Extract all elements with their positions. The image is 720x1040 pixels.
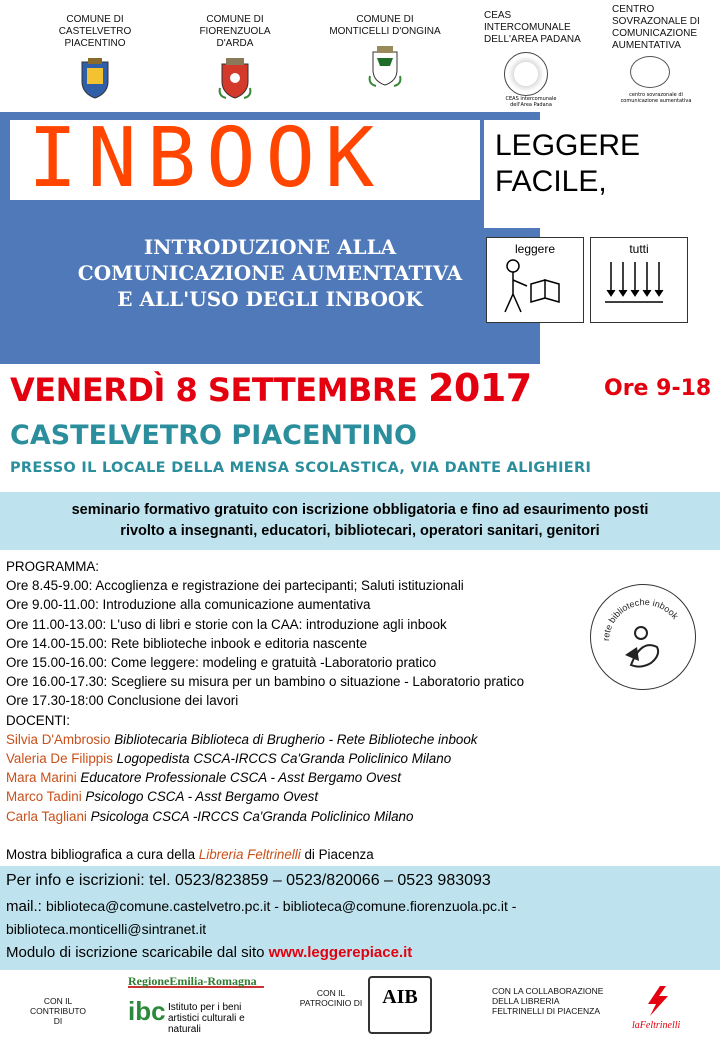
ceas-header [484,0,584,112]
org-line: CASTELVETRO PIACENTINO [58,26,132,49]
mail-line [6,898,516,915]
mail-label: mail.: [6,898,47,915]
seminar-line: rivolto a insegnanti, educatori, bibliotecari, operatori sanitari, genitori [120,523,600,539]
symbol-tutti [590,237,688,323]
event-year: 2017 [427,366,532,410]
aib-text: AIB [382,986,418,1008]
teacher-role: Logopedista CSCA-IRCCS Ca'Granda Policlinico Milano [112,751,452,767]
programme-item: Ore 15.00-16.00: Come leggere: modeling e gratuità -Laboratorio pratico [6,655,437,671]
ceas-seal [504,52,548,96]
event-city: CASTELVETRO PIACENTINO [10,420,418,451]
programme-item: Ore 17.30-18:00 Conclusione dei lavori [6,693,239,709]
teacher-name: Mara Marini [6,770,77,786]
tagline-line: LEGGERE [495,129,641,162]
org-line: CENTRO [612,4,655,15]
feltrinelli-logo-text: laFeltrinelli [632,1020,681,1031]
ibc-logo: ibc [128,996,166,1026]
event-date [10,366,532,410]
feltrinelli-icon [638,984,678,1024]
org-line: DELL'AREA PADANA [484,34,581,45]
mail-line-2[interactable]: biblioteca.monticelli@sintranet.it [6,921,207,937]
csca-header [612,0,702,112]
teacher-role: Psicologa CSCA -IRCCS Ca'Granda Policlinico Milano [86,808,414,824]
rete-badge-text: rete biblioteche inbook [600,596,681,642]
spacer [6,826,524,845]
all-arrows-icon [591,256,687,316]
org-line: INTERCOMUNALE [484,22,571,33]
fiorenzuola-crest [218,58,252,100]
exhibit-post: di Piacenza [300,846,374,862]
symbol-caption: tutti [629,242,649,256]
programme-item: Ore 8.45-9.00: Accoglienza e registrazione dei partecipanti; Saluti istituzionali [6,578,464,594]
teacher-role: Bibliotecaria Biblioteca di Brugherio - Rete Biblioteche inbook [110,731,478,747]
teacher-name: Carla Tagliani [6,808,87,824]
download-text: Modulo di iscrizione scaricabile dal sito [6,944,269,961]
aib-logo [368,976,432,1034]
monticelli-header [325,0,445,112]
fiorenzuola-header [180,0,290,112]
teacher-name: Silvia D'Ambrosio [6,731,111,747]
course-subtitle [10,234,530,312]
org-line: AUMENTATIVA [612,40,681,51]
subtitle-line: E ALL'USO DEGLI INBOOK [117,287,423,311]
programme-heading: PROGRAMMA: [6,559,99,574]
contributo-label: CON IL CONTRIBUTO DI [29,996,87,1026]
patrocinio-label: CON IL PATROCINIO DI [299,988,363,1008]
regione-logo: RegioneEmilia-Romagna [128,974,264,988]
seminar-band [0,492,720,550]
teacher-name: Marco Tadini [6,789,82,805]
org-line: COMUNE DI [66,14,124,25]
castelvetro-crest [78,58,112,100]
org-line: CEAS [484,10,512,21]
symbol-leggere [486,237,584,323]
org-line: COMUNE DI [206,14,264,25]
programme-item: Ore 14.00-15.00: Rete biblioteche inbook e editoria nascente [6,635,368,651]
teacher-row [6,749,524,768]
date-text: VENERDÌ 8 SETTEMBRE [10,371,418,409]
monticelli-crest [368,46,402,88]
org-line: SOVRAZONALE DI [612,16,700,27]
seminar-line: seminario formativo gratuito con iscrizione obbligatoria e fino ad esaurimento posti [71,502,649,518]
exhibit-note [6,845,524,864]
programme-item: Ore 16.00-17.30: Scegliere su misura per un bambino o situazione - Laboratorio pratico [6,674,525,690]
teacher-role: Psicologo CSCA - Asst Bergamo Ovest [81,789,319,805]
org-line: MONTICELLI D'ONGINA [329,26,441,37]
symbol-caption: leggere [514,242,556,256]
csca-logo [630,56,670,88]
tagline [495,128,640,200]
subtitle-line: INTRODUZIONE ALLA [143,235,397,259]
castelvetro-header [30,0,160,112]
exhibit-shop: Libreria Feltrinelli [198,846,301,862]
subtitle-line: COMUNICAZIONE AUMENTATIVA [77,261,463,285]
phone-line: Per info e iscrizioni: tel. 0523/823859 – 0523/820066 – 0523 983093 [6,872,491,889]
reader-silhouette-icon [591,585,697,691]
brand-title: INBOOK [28,111,385,206]
mail-addresses[interactable]: biblioteca@comune.castelvetro.pc.it - biblioteca@comune.fiorenzuola.pc.it - [46,898,517,914]
event-hours: Ore 9-18 [604,376,712,401]
csca-caption: centro sovrazonale di comunicazione aumentativa [620,92,692,104]
org-line: COMUNE DI [356,14,414,25]
info-band [0,866,720,970]
teacher-role: Educatore Professionale CSCA - Asst Bergamo Ovest [76,770,401,786]
svg-text:rete biblioteche inbook [601,597,681,641]
ceas-caption: CEAS intercomunale dell'Area Padana [505,96,557,108]
collaborazione-label: CON LA COLLABORAZIONE DELLA LIBRERIA FELTRINELLI DI PIACENZA [492,986,604,1016]
programme-item: Ore 9.00-11.00: Introduzione alla comunicazione aumentativa [6,597,371,613]
rete-biblioteche-badge [590,584,696,690]
website-link[interactable]: www.leggerepiace.it [268,944,413,961]
teachers-heading: DOCENTI: [6,712,70,728]
teacher-row [6,787,524,806]
teacher-row [6,730,524,749]
programme [6,557,524,864]
org-line: FIORENZUOLA D'ARDA [199,26,271,49]
programme-item: Ore 11.00-13.00: L'uso di libri e storie con la CAA: introduzione agli inbook [6,616,447,632]
teacher-row [6,768,524,787]
event-venue: PRESSO IL LOCALE DELLA MENSA SCOLASTICA, VIA DANTE ALIGHIERI [10,460,592,476]
download-line [6,944,412,961]
tagline-line: FACILE, [495,165,607,198]
org-line: COMUNICAZIONE [612,28,697,39]
teacher-row [6,807,524,826]
reading-person-icon [487,256,583,316]
teacher-name: Valeria De Filippis [6,751,113,767]
exhibit-pre: Mostra bibliografica a cura della [6,846,199,862]
ibc-name: Istituto per i beni artistici culturali e naturali [168,1002,245,1035]
